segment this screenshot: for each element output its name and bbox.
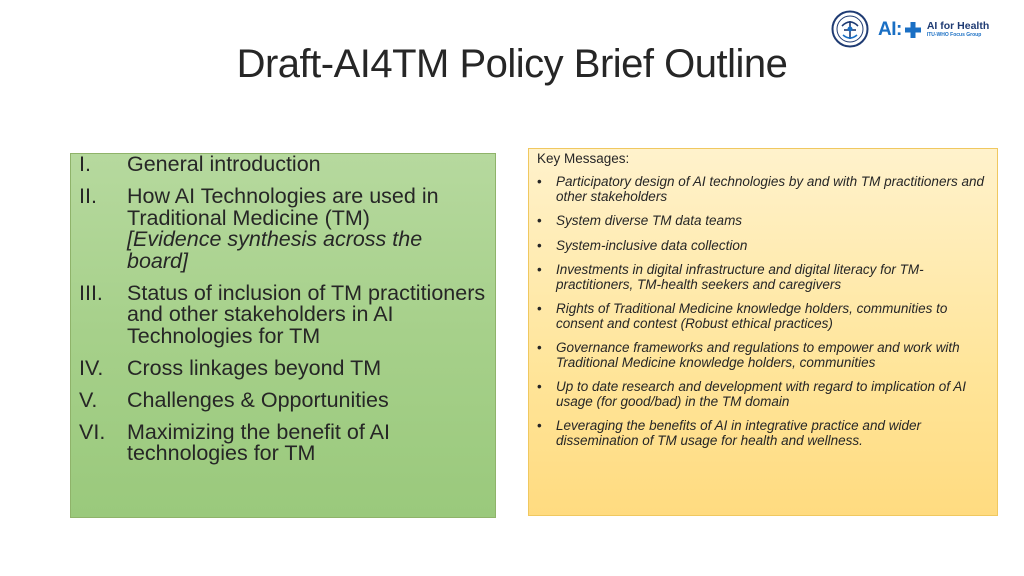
outline-item-text: Cross linkages beyond TM <box>127 355 382 380</box>
ai-logo-mark: AI: <box>878 19 902 40</box>
slide-title: Draft-AI4TM Policy Brief Outline <box>236 42 788 86</box>
outline-item <box>79 154 489 176</box>
plus-icon <box>904 21 922 39</box>
key-message-item: • Rights of Traditional Medicine knowledge holders, communities to consent and contest (Robust ethical practices) <box>537 302 993 331</box>
key-message-item: • System-inclusive data collection <box>537 239 993 254</box>
outline-item-text: Status of inclusion of TM practitioners and other stakeholders in AI Technologies for TM <box>127 280 486 348</box>
key-message-item: • Leveraging the benefits of AI in integrative practice and wider dissemination of TM usage for health and wellness. <box>537 419 993 448</box>
outline-item-text: Maximizing the benefit of AI technologies for TM <box>127 419 390 465</box>
outline-item-note: [Evidence synthesis across the board] <box>127 227 423 273</box>
outline-item-text: General introduction <box>127 152 321 176</box>
key-message-item: • Governance frameworks and regulations to empower and work with Traditional Medicine knowledge holders, communities <box>537 341 993 370</box>
outline-item <box>79 280 489 348</box>
outline-item-number: II. <box>79 184 97 208</box>
outline-item-number: V. <box>79 387 98 412</box>
ai-logo-text <box>927 21 989 39</box>
key-message-item: • System diverse TM data teams <box>537 214 993 229</box>
outline-item <box>79 419 489 465</box>
key-message-item: • Investments in digital infrastructure and digital literacy for TM-practitioners, TM-health seekers and caregivers <box>537 263 993 292</box>
key-messages-heading: Key Messages: <box>537 151 630 166</box>
outline-item-text: Challenges & Opportunities <box>127 387 389 412</box>
key-message-item: • Up to date research and development with regard to implication of AI usage (for good/bad) in the TM domain <box>537 380 993 409</box>
key-messages-list <box>537 175 993 458</box>
outline-item-number: I. <box>79 152 91 176</box>
outline-list <box>79 154 489 475</box>
ai-for-health-logo <box>878 18 989 42</box>
key-message-item: • Participatory design of AI technologies by and with TM practitioners and other stakeholders <box>537 175 993 204</box>
ai-logo-subtitle: ITU-WHO Focus Group <box>926 32 982 38</box>
key-messages-box <box>528 148 998 516</box>
outline-item-number: VI. <box>79 419 106 444</box>
outline-item-text: How AI Technologies are used in Traditional Medicine (TM) <box>127 184 439 230</box>
outline-item <box>79 186 489 272</box>
outline-box <box>70 153 496 518</box>
outline-item-number: IV. <box>79 355 104 380</box>
outline-item-number: III. <box>79 280 103 305</box>
outline-item <box>79 387 489 412</box>
outline-item <box>79 355 489 380</box>
ai-logo-name: AI for Health <box>926 20 990 32</box>
